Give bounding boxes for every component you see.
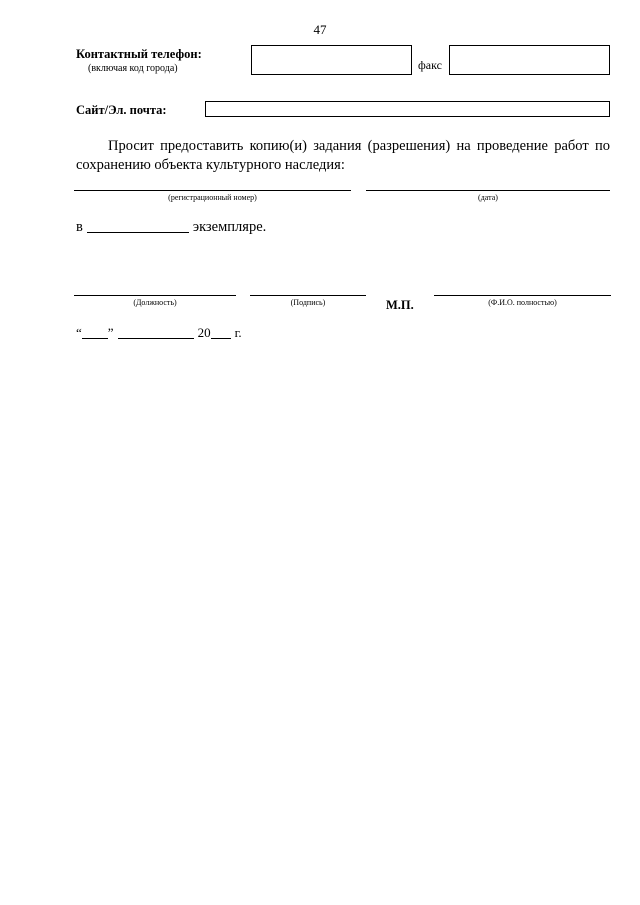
month-blank[interactable]	[118, 326, 194, 339]
site-email-field[interactable]	[205, 101, 610, 117]
copies-row	[76, 218, 266, 236]
page-number: 47	[313, 22, 327, 37]
day-blank[interactable]	[82, 326, 108, 339]
copies-count-blank[interactable]	[87, 218, 189, 233]
stamp-label: М.П.	[386, 298, 414, 312]
phone-sublabel: (включая код города)	[88, 63, 178, 74]
position-caption: (Должность)	[133, 298, 177, 307]
signature-line[interactable]	[250, 295, 366, 296]
full-name-caption: (Ф.И.О. полностью)	[488, 298, 557, 307]
year-prefix: 20	[197, 325, 211, 340]
phone-field[interactable]	[251, 45, 412, 75]
year-suffix: г.	[234, 325, 242, 340]
year-blank[interactable]	[211, 326, 231, 339]
site-email-label: Сайт/Эл. почта:	[76, 103, 167, 117]
registration-number-caption: (регистрационный номер)	[168, 193, 257, 202]
signature-caption: (Подпись)	[290, 298, 326, 307]
fax-field[interactable]	[449, 45, 610, 75]
position-line[interactable]	[74, 295, 236, 296]
phone-label: Контактный телефон:	[76, 47, 202, 61]
full-name-line[interactable]	[434, 295, 611, 296]
issue-date-line[interactable]	[366, 190, 610, 191]
copies-prefix: в	[76, 219, 83, 235]
fax-label: факс	[418, 58, 442, 72]
registration-number-line[interactable]	[74, 190, 351, 191]
request-text: Просит предоставить копию(и) задания (разрешения) на проведение работ по сохранению объекта культурного наследия:	[76, 138, 610, 173]
copies-suffix: экземпляре.	[192, 219, 267, 235]
close-quote: ”	[107, 325, 114, 340]
issue-date-caption: (дата)	[478, 193, 498, 202]
open-quote: “	[76, 325, 82, 340]
signing-date-row	[76, 325, 242, 341]
